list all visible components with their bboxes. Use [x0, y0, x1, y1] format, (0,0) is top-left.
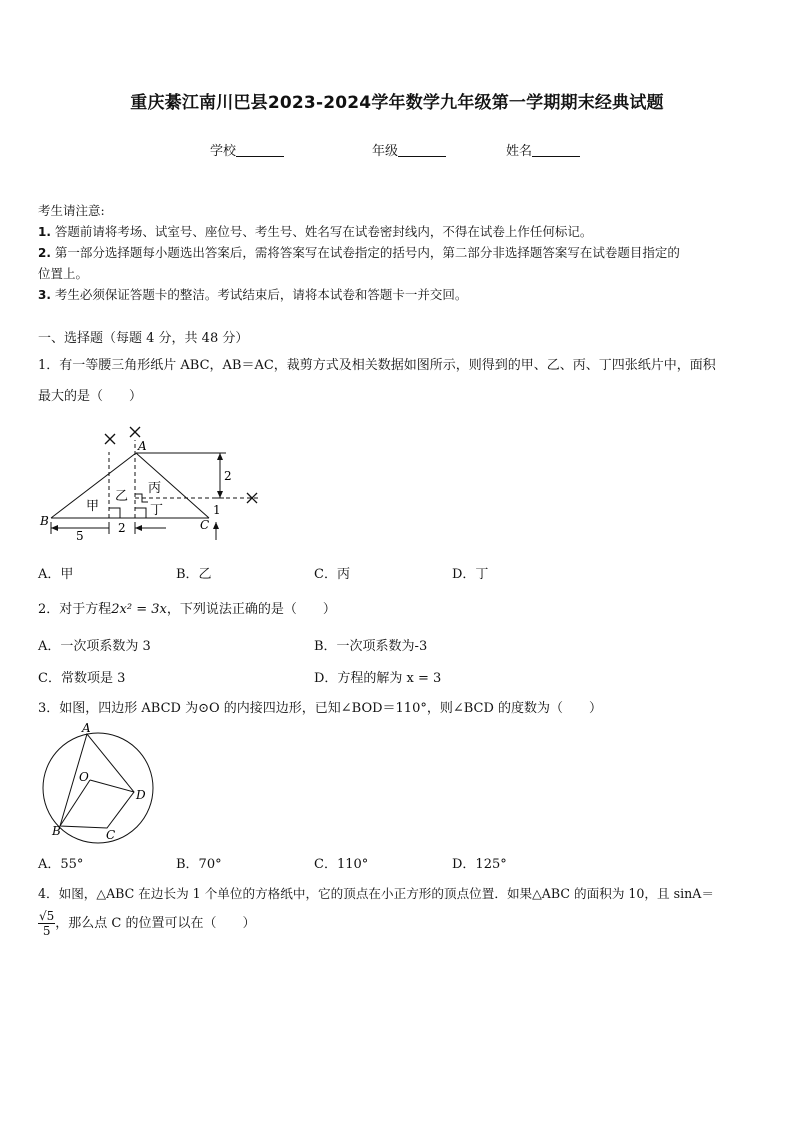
q4-fraction-numerator: √5	[39, 909, 55, 923]
q3-label-b: B	[52, 824, 61, 838]
note-1	[38, 221, 592, 243]
q1-line2: 最大的是（ ）	[38, 389, 143, 404]
note-2-text: 第一部分选择题每小题选出答案后，需将答案写在试卷指定的括号内，第二部分非选择题答案写在试卷题目指定的	[54, 245, 680, 260]
q3-label-a: A	[82, 721, 91, 735]
q1-label-bing: 丙	[148, 481, 162, 496]
q1-dim-2-horizontal: 2	[118, 521, 126, 535]
q1-option-d[interactable]: D．丁	[452, 567, 489, 582]
q2-equation: 2x² = 3x	[111, 602, 167, 617]
q2-stem	[38, 598, 336, 617]
q1-label-c: C	[200, 518, 210, 532]
notes-heading: 考生请注意:	[38, 203, 105, 218]
note-3	[38, 284, 467, 306]
note-2-number: 2.	[38, 246, 51, 260]
q3-option-a[interactable]: A．55°	[38, 857, 84, 872]
q4-fraction	[38, 909, 55, 938]
q2-option-b[interactable]: B．一次项系数为-3	[314, 639, 428, 654]
q1-label-jia: 甲	[86, 499, 100, 514]
note-2-cont: 位置上。	[38, 266, 89, 281]
q1-option-c[interactable]: C．丙	[314, 567, 350, 582]
q1-label-ding: 丁	[150, 503, 164, 518]
q4-fraction-denominator: 5	[42, 924, 51, 938]
name-field	[506, 140, 580, 159]
section-heading: 一、选择题（每题 4 分，共 48 分）	[38, 331, 249, 346]
q2-option-a[interactable]: A．一次项系数为 3	[38, 639, 151, 654]
q1-option-a[interactable]: A．甲	[38, 567, 74, 582]
q2-option-c[interactable]: C．常数项是 3	[38, 671, 126, 686]
q1-triangle-figure	[36, 422, 276, 546]
q3-label-d: D	[136, 788, 146, 802]
q1-dim-1: 1	[213, 503, 221, 517]
school-blank	[236, 144, 284, 157]
note-3-number: 3.	[38, 288, 51, 302]
note-1-text: 答题前请将考场、试室号、座位号、考生号、姓名写在试卷密封线内，不得在试卷上作任何标记。	[54, 224, 593, 239]
grade-field	[372, 140, 446, 159]
q1-dim-2-vertical: 2	[224, 469, 232, 483]
q2-suffix: ，下列说法正确的是（ ）	[166, 602, 336, 617]
note-2	[38, 242, 680, 264]
q4-line1: 4．如图，△ABC 在边长为 1 个单位的方格纸中，它的顶点在小正方形的顶点位置．如果△ABC 的面积为 10，且 sinA＝	[38, 886, 714, 901]
grade-label: 年级	[372, 144, 399, 159]
q3-label-c: C	[106, 828, 116, 842]
school-field	[210, 140, 284, 159]
q3-label-o: O	[79, 770, 89, 784]
q2-option-d[interactable]: D．方程的解为 x = 3	[314, 671, 442, 686]
q3-option-d[interactable]: D．125°	[452, 857, 507, 872]
q1-option-b[interactable]: B．乙	[176, 567, 212, 582]
q4-line2	[38, 909, 256, 938]
q1-dim-5: 5	[76, 529, 84, 543]
note-3-text: 考生必须保证答题卡的整洁。考试结束后，请将本试卷和答题卡一并交回。	[54, 287, 468, 302]
q2-prefix: 2．对于方程	[38, 602, 112, 617]
q1-line1: 1．有一等腰三角形纸片 ABC，AB＝AC，裁剪方式及相关数据如图所示，则得到的甲、乙、丙、丁四张纸片中，面积	[38, 358, 716, 373]
q3-stem: 3．如图，四边形 ABCD 为⊙O 的内接四边形，已知∠BOD＝110°，则∠BCD 的度数为（ ）	[38, 701, 603, 716]
q1-label-a: A	[138, 439, 147, 453]
note-1-number: 1.	[38, 225, 51, 239]
page-title: 重庆綦江南川巴县2023-2024学年数学九年级第一学期期末经典试题	[130, 93, 664, 113]
q1-label-b: B	[40, 514, 49, 528]
q1-label-yi: 乙	[115, 489, 129, 504]
q3-circle-figure	[34, 720, 164, 844]
name-label: 姓名	[506, 144, 533, 159]
name-blank	[532, 144, 580, 157]
q3-option-b[interactable]: B．70°	[176, 857, 222, 872]
q4-line2-text: ，那么点 C 的位置可以在（ ）	[55, 916, 256, 931]
grade-blank	[398, 144, 446, 157]
school-label: 学校	[210, 144, 237, 159]
q3-option-c[interactable]: C．110°	[314, 857, 369, 872]
